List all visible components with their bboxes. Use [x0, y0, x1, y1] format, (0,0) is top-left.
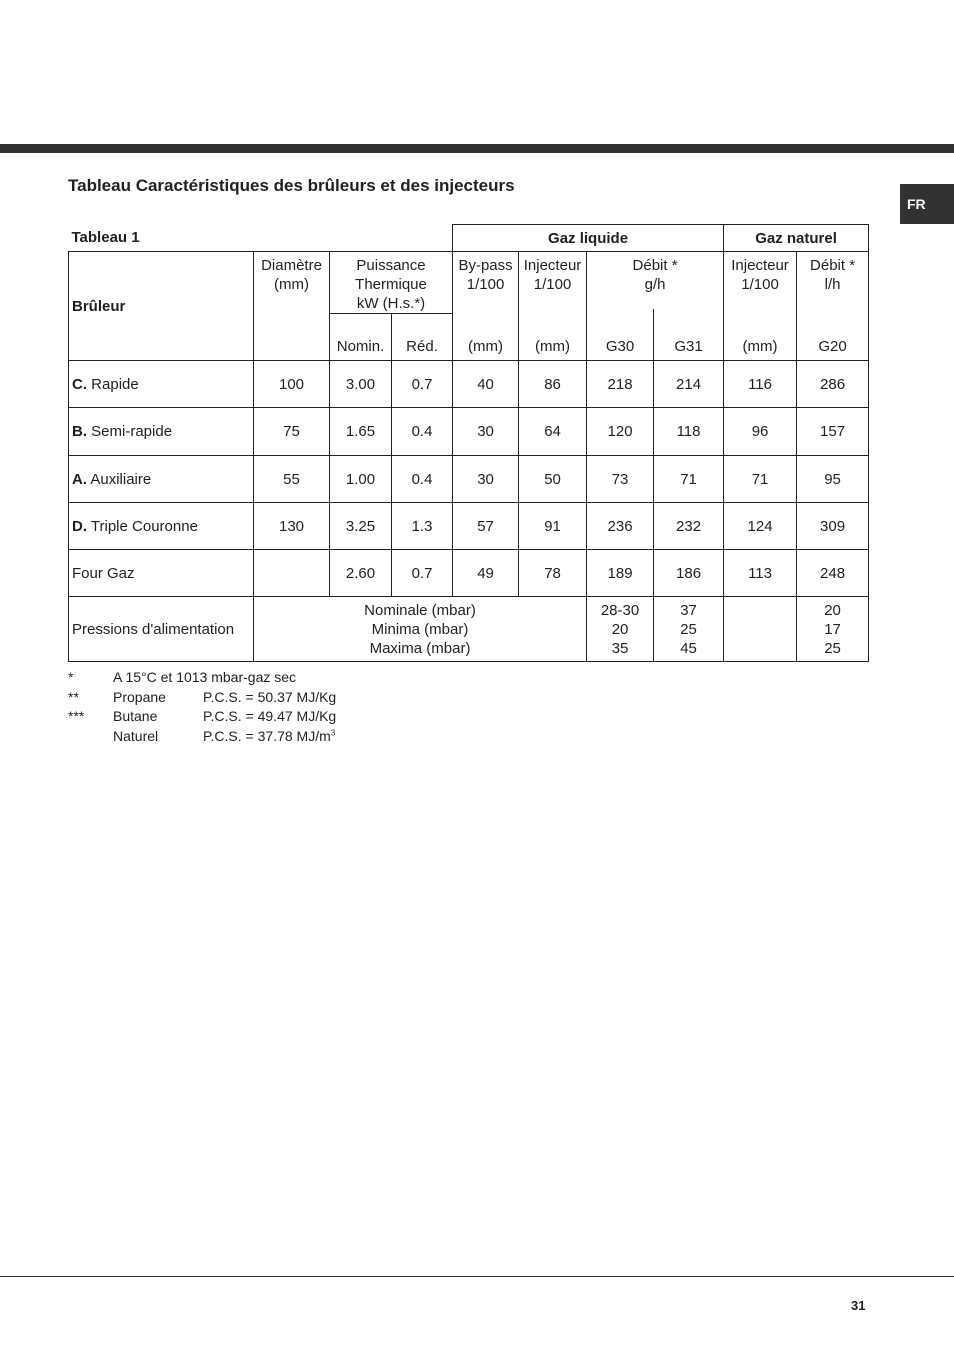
cell-g20: 95 [797, 456, 869, 503]
cell-diameter: 100 [254, 361, 330, 408]
pressure-natural-empty [724, 597, 797, 662]
cell-injector: 64 [519, 408, 587, 456]
cell-natural-injector: 116 [724, 361, 797, 408]
footnote: * A 15°C et 1013 mbar-gaz sec [68, 669, 297, 685]
header-natural-injector: Injecteur 1/100 [724, 252, 797, 314]
cell-reduced: 0.7 [392, 361, 453, 408]
cell-bypass: 30 [453, 456, 519, 503]
header-flow-natural: Débit * l/h [797, 252, 869, 314]
footnote: Naturel P.C.S. = 37.78 $MJ/m^3$ [113, 727, 336, 744]
group-natural-gas: Gaz naturel [724, 225, 869, 252]
cell-nominal: 3.00 [330, 361, 392, 408]
footnote: *** Butane P.C.S. = 49.47 MJ/Kg [68, 708, 337, 724]
cell-diameter: 55 [254, 456, 330, 503]
burner-name: B. Semi-rapide [69, 408, 254, 456]
cell-g30: 189 [587, 550, 654, 597]
language-tab: FR [900, 184, 954, 224]
cell-injector: 91 [519, 503, 587, 550]
bottom-rule [0, 1276, 954, 1277]
table-row [69, 503, 869, 550]
cell-bypass: 30 [453, 408, 519, 456]
page-number: 31 [851, 1298, 866, 1313]
cell-natural-injector: 113 [724, 550, 797, 597]
cell-injector: 78 [519, 550, 587, 597]
cell-g20: 309 [797, 503, 869, 550]
cell-natural-injector: 124 [724, 503, 797, 550]
pressure-g30: 28-30 20 35 [587, 597, 654, 662]
burner-name: Four Gaz [69, 550, 254, 597]
header-reduced: Réd. [392, 314, 453, 361]
pressure-g20: 20 17 25 [797, 597, 869, 662]
cell-bypass: 49 [453, 550, 519, 597]
burner-name: C. Rapide [69, 361, 254, 408]
burner-injector-table [68, 224, 869, 662]
table-row [69, 550, 869, 597]
flow-column-divider [653, 309, 654, 355]
table-row [69, 408, 869, 456]
table-label: Tableau 1 [69, 225, 453, 252]
burner-name: A. Auxiliaire [69, 456, 254, 503]
cell-g30: 73 [587, 456, 654, 503]
cell-nominal: 1.00 [330, 456, 392, 503]
cell-g31: 118 [654, 408, 724, 456]
table-row [69, 361, 869, 408]
footnotes [68, 668, 336, 746]
cell-g20: 248 [797, 550, 869, 597]
header-nominal: Nomin. [330, 314, 392, 361]
header-bypass-unit: (mm) [453, 314, 519, 361]
header-g30: G30 [587, 314, 654, 361]
cell-g31: 232 [654, 503, 724, 550]
header-g31: G31 [654, 314, 724, 361]
cell-g30: 236 [587, 503, 654, 550]
cell-g31: 71 [654, 456, 724, 503]
cell-nominal: 1.65 [330, 408, 392, 456]
cell-natural-injector: 71 [724, 456, 797, 503]
cell-g20: 286 [797, 361, 869, 408]
cell-bypass: 40 [453, 361, 519, 408]
cell-reduced: 0.4 [392, 408, 453, 456]
header-burner: Brûleur [69, 252, 254, 361]
cell-g20: 157 [797, 408, 869, 456]
top-rule [0, 144, 954, 153]
header-natural-injector-unit: (mm) [724, 314, 797, 361]
cell-g31: 214 [654, 361, 724, 408]
header-injector: Injecteur 1/100 [519, 252, 587, 314]
pressure-g31: 37 25 45 [654, 597, 724, 662]
cell-nominal: 3.25 [330, 503, 392, 550]
cell-injector: 86 [519, 361, 587, 408]
cell-reduced: 1.3 [392, 503, 453, 550]
header-diameter: Diamètre (mm) [254, 252, 330, 361]
cell-natural-injector: 96 [724, 408, 797, 456]
pressure-label: Pressions d'alimentation [69, 597, 254, 662]
cell-reduced: 0.7 [392, 550, 453, 597]
cell-g30: 120 [587, 408, 654, 456]
cell-diameter: 75 [254, 408, 330, 456]
header-flow-liquid: Débit * g/h [587, 252, 724, 314]
header-power: Puissance Thermique kW (H.s.*) [330, 252, 453, 314]
burner-name: D. Triple Couronne [69, 503, 254, 550]
page-title: Tableau Caractéristiques des brûleurs et des injecteurs [68, 176, 515, 195]
cell-diameter [254, 550, 330, 597]
header-g20: G20 [797, 314, 869, 361]
cell-nominal: 2.60 [330, 550, 392, 597]
pressure-row [69, 597, 869, 662]
cell-injector: 50 [519, 456, 587, 503]
table-row [69, 456, 869, 503]
cell-g31: 186 [654, 550, 724, 597]
footnote: ** Propane P.C.S. = 50.37 MJ/Kg [68, 688, 337, 705]
header-injector-unit: (mm) [519, 314, 587, 361]
cell-reduced: 0.4 [392, 456, 453, 503]
header-bypass: By-pass 1/100 [453, 252, 519, 314]
group-liquid-gas: Gaz liquide [453, 225, 724, 252]
cell-g30: 218 [587, 361, 654, 408]
pressure-types: Nominale (mbar) Minima (mbar) Maxima (mbar) [254, 597, 587, 662]
cell-diameter: 130 [254, 503, 330, 550]
cell-bypass: 57 [453, 503, 519, 550]
